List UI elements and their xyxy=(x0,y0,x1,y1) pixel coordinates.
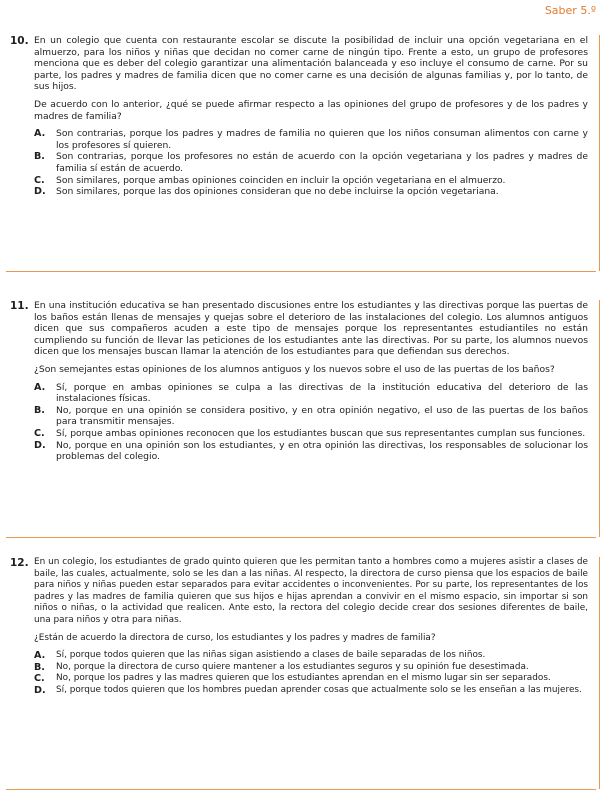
question-12 xyxy=(6,557,596,790)
option-text: Sí, porque ambas opiniones reconocen que los estudiantes buscan que sus representantes cumplan sus funciones. xyxy=(56,427,586,439)
question-context: En un colegio que cuenta con restaurante escolar se discute la posibilidad de incluir una opción vegetariana en el almuerzo, para los niños y niñas que decidan no comer carne de ningún tipo. Frente a esto, un grupo de profesores menciona que es deber del colegio garantizar una alimentación balanceada y eso incluye el consumo de carne. Por su parte, los padres y madres de familia dicen que no comer carne es una decisión de algunas familias y, por lo tanto, de sus hijos. xyxy=(34,35,588,93)
answer-option-b[interactable] xyxy=(34,662,588,674)
answer-option-c[interactable] xyxy=(34,428,588,440)
option-letter: D. xyxy=(34,439,46,451)
page-header-label: Saber 5.º xyxy=(544,4,596,17)
answer-option-d[interactable] xyxy=(34,685,588,697)
answer-option-a[interactable] xyxy=(34,650,588,662)
option-letter: A. xyxy=(34,650,46,662)
option-text: Son similares, porque las dos opiniones consideran que no debe incluirse la opción vegetariana. xyxy=(56,186,499,198)
answer-option-b[interactable] xyxy=(34,405,588,428)
answer-option-c[interactable] xyxy=(34,175,588,187)
option-letter: A. xyxy=(34,128,46,140)
answer-options xyxy=(34,650,588,696)
answer-option-a[interactable] xyxy=(34,382,588,405)
option-letter: C. xyxy=(34,174,45,186)
answer-options xyxy=(34,382,588,463)
answer-option-b[interactable] xyxy=(34,151,588,174)
option-text: No, porque los padres y las madres quieren que los estudiantes aprendan en el mismo lugar sin ser separados. xyxy=(56,673,551,684)
question-border xyxy=(599,557,601,789)
option-text: Sí, porque todos quieren que las niñas sigan asistiendo a clases de baile separadas de los niños. xyxy=(56,650,486,661)
option-letter: C. xyxy=(34,673,45,685)
question-number: 11. xyxy=(10,300,29,312)
option-text: No, porque en una opinión son los estudiantes, y en otra opinión las directivas, los responsables de solucionar los problemas del colegio. xyxy=(56,439,588,463)
option-text: Son similares, porque ambas opiniones coinciden en incluir la opción vegetariana en el almuerzo. xyxy=(56,174,506,186)
answer-option-c[interactable] xyxy=(34,673,588,685)
option-letter: B. xyxy=(34,151,45,163)
option-text: Sí, porque en ambas opiniones se culpa a las directivas de la institución educativa del deterioro de las instalaciones físicas. xyxy=(56,381,588,405)
option-letter: D. xyxy=(34,684,46,696)
question-number: 10. xyxy=(10,35,29,47)
question-context: En un colegio, los estudiantes de grado quinto quieren que les permitan tanto a hombres como a mujeres asistir a clases de baile, las cuales, actualmente, solo se les dan a las niñas. Al respecto, la directora de curso piensa que los espacios de baile para niños y niñas pueden estar separados para evitar accidentes o inconvenientes. Por su parte, los representantes de los padres y las madres de familia quieren que sus hijos e hijas aprendan a convivir en el mismo espacio, sin importar si son niños o niñas, o la actividad que realicen. Ante esto, la rectora del colegio decide crear dos sesiones diferentes de baile, una para niños y otra para niñas. xyxy=(34,557,588,625)
answer-option-d[interactable] xyxy=(34,186,588,198)
question-context: En una institución educativa se han presentado discusiones entre los estudiantes y las directivas porque las puertas de los baños están llenas de mensajes y quejas sobre el deterioro de las instalaciones del colegio. Los alumnos antiguos dicen que sus compañeros acuden a este tipo de mensajes porque los representantes estudiantiles no están cumpliendo su función de llevar las peticiones de los estudiantes ante las directivas. Por su parte, los alumnos nuevos dicen que los mensajes buscan llamar la atención de los estudiantes para que defiendan sus derechos. xyxy=(34,300,588,358)
option-letter: B. xyxy=(34,661,45,673)
answer-option-d[interactable] xyxy=(34,440,588,463)
option-letter: D. xyxy=(34,186,46,198)
option-text: No, porque la directora de curso quiere mantener a los estudiantes seguros y su opinión fue desestimada. xyxy=(56,661,529,672)
question-prompt: ¿Son semejantes estas opiniones de los alumnos antiguos y los nuevos sobre el uso de las puertas de los baños? xyxy=(34,363,555,375)
question-border xyxy=(599,300,601,537)
option-letter: B. xyxy=(34,404,45,416)
option-text: Son contrarias, porque los profesores no están de acuerdo con la opción vegetariana y los padres y madres de familia sí están de acuerdo. xyxy=(56,151,588,174)
option-text: Sí, porque todos quieren que los hombres puedan aprender cosas que actualmente solo se les enseñan a las mujeres. xyxy=(56,684,582,695)
question-border xyxy=(599,35,601,271)
answer-option-a[interactable] xyxy=(34,128,588,151)
question-number: 12. xyxy=(10,557,29,569)
option-text: Son contrarias, porque los padres y madres de familia no quieren que los niños consuman alimentos con carne y los profesores sí quieren. xyxy=(56,128,588,151)
answer-options xyxy=(34,128,588,198)
question-prompt: ¿Están de acuerdo la directora de curso, los estudiantes y los padres y madres de familia? xyxy=(34,632,436,643)
option-letter: A. xyxy=(34,381,46,393)
question-prompt: De acuerdo con lo anterior, ¿qué se puede afirmar respecto a las opiniones del grupo de profesores y de los padres y madres de familia? xyxy=(34,98,588,122)
option-text: No, porque en una opinión se considera positivo, y en otra opinión negativo, el uso de las puertas de los baños para transmitir mensajes. xyxy=(56,404,588,428)
question-10 xyxy=(6,35,596,272)
option-letter: C. xyxy=(34,427,45,439)
question-11 xyxy=(6,300,596,538)
